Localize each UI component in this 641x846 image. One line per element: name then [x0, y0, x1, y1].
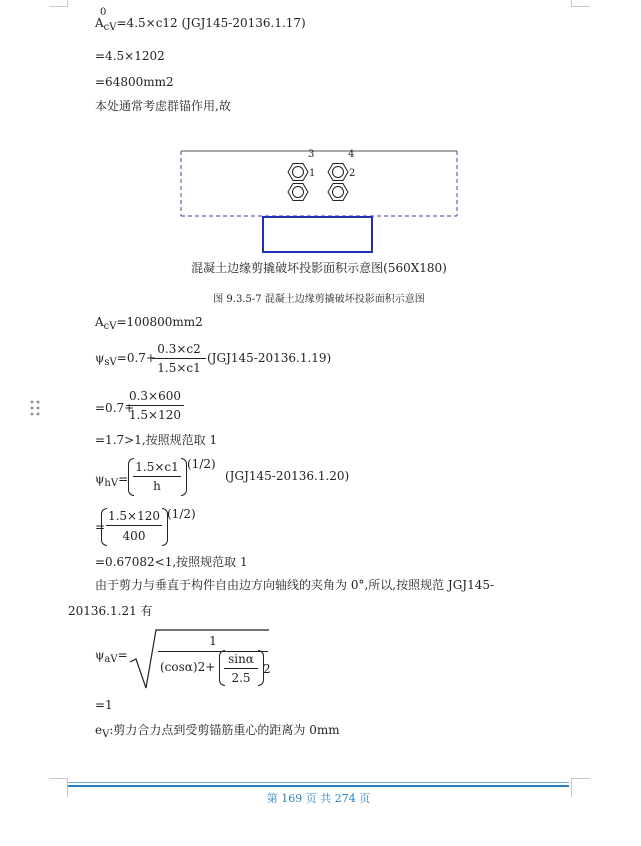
footer-rule-thick	[68, 785, 569, 787]
figure-label-3: 3	[308, 149, 315, 160]
psi-av-exponent: 2	[263, 662, 271, 676]
paragraph-angle-line1: 由于剪力与垂直于构件自由边方向轴线的夹角为 0°,所以,按照规范 JGJ145-	[95, 578, 495, 592]
psi-hv-line2-eq: =	[95, 520, 106, 534]
figure-projection-area	[180, 148, 458, 254]
anchor-bolt-1b-icon	[288, 184, 308, 201]
anchor-bolt-2b-icon	[328, 184, 348, 201]
figure-label-2: 2	[349, 168, 356, 179]
figure-inner-caption: 混凝土边缘剪撬破坏投影面积示意图(560X180)	[191, 261, 447, 275]
psi-sv-fraction-line	[152, 358, 206, 359]
ev-letter: e	[95, 723, 103, 737]
anchor-bolt-1-icon	[288, 164, 308, 181]
psi-sv-line2-denominator: 1.5×120	[128, 408, 182, 422]
psi-av-result: =1	[95, 698, 113, 712]
figure-label-1: 1	[309, 168, 316, 179]
acv0-expression: =4.5×c12 (JGJ145-20136.1.17)	[116, 16, 306, 30]
acv0-line3: =64800mm2	[95, 75, 174, 89]
acv0-superscript: 0	[100, 7, 107, 18]
acv0-subscript: cV	[103, 22, 117, 33]
psi-hv-line2-fraction-line	[106, 525, 162, 526]
acv0-line2: =4.5×1202	[95, 49, 165, 63]
psi-av-subscript: aV	[104, 654, 118, 665]
psi-sv-line2-fraction-line	[126, 405, 184, 406]
psi-hv-reference: (JGJ145-20136.1.20)	[225, 469, 350, 483]
psi-hv-line2-denominator: 400	[122, 529, 146, 543]
psi-sv-line2-eq: =0.7+	[95, 401, 135, 415]
psi-hv-symbol	[95, 472, 128, 488]
psi-hv-subscript: hV	[104, 478, 119, 489]
acv0-letter: A	[95, 16, 104, 30]
psi-av-psi: ψ	[95, 648, 105, 662]
footer-rule-thin	[68, 782, 569, 783]
psi-av-eq: =	[117, 648, 128, 662]
psi-sv-psi: ψ	[95, 351, 105, 365]
psi-av-inner-fraction-line	[224, 668, 258, 669]
paragraph-group-anchor: 本处通常考虑群锚作用,故	[95, 99, 231, 113]
psi-hv-eq: =	[118, 472, 129, 486]
dashed-frame	[181, 151, 457, 216]
psi-sv-subscript: sV	[104, 357, 117, 368]
psi-hv-numerator: 1.5×c1	[135, 460, 179, 474]
psi-sv-line3: =1.7>1,按照规范取 1	[95, 433, 218, 447]
psi-hv-line2-numerator: 1.5×120	[107, 509, 161, 523]
acv-formula	[95, 315, 203, 331]
psi-av-inner-denominator: 2.5	[231, 671, 251, 685]
corner-mark-bottom-left	[49, 778, 68, 797]
footer-page-number: 第 169 页 共 274 页	[266, 792, 371, 805]
psi-hv-psi: ψ	[95, 472, 105, 486]
acv-letter: A	[95, 315, 104, 329]
psi-av-sin-numerator: sinα	[228, 652, 254, 666]
acv0-symbol	[95, 16, 306, 32]
psi-hv-line2-exponent: (1/2)	[167, 507, 196, 521]
figure-diagram	[180, 148, 458, 254]
figure-caption: 图 9.3.5-7 混凝土边缘剪撬破坏投影面积示意图	[213, 294, 425, 305]
corner-mark-top-right	[571, 0, 590, 7]
psi-sv-numerator: 0.3×c2	[157, 342, 201, 356]
psi-sv-symbol	[95, 351, 156, 367]
acv-subscript: cV	[103, 321, 117, 332]
psi-av-symbol	[95, 648, 128, 664]
psi-av-numerator: 1	[209, 634, 217, 648]
ev-subscript: V	[102, 729, 110, 740]
psi-sv-reference: (JGJ145-20136.1.19)	[207, 351, 332, 365]
anchor-bolt-2-icon	[328, 164, 348, 181]
acv-expression: =100800mm2	[116, 315, 203, 329]
psi-hv-denominator: h	[153, 479, 161, 493]
psi-av-cos-term: (cosα)2+	[160, 660, 216, 674]
column-box	[263, 217, 372, 252]
psi-hv-fraction-line	[133, 476, 181, 477]
psi-sv-eq: =0.7+	[116, 351, 156, 365]
psi-hv-line3: =0.67082<1,按照规范取 1	[95, 555, 248, 569]
psi-sv-line2-numerator: 0.3×600	[128, 389, 182, 403]
paragraph-angle-line2: 20136.1.21 有	[68, 604, 153, 618]
drag-handle-icon[interactable]	[30, 399, 40, 417]
figure-label-4: 4	[348, 149, 355, 160]
corner-mark-top-left	[49, 0, 68, 7]
psi-hv-exponent: (1/2)	[187, 457, 216, 471]
ev-text: :剪力合力点到受剪锚筋重心的距离为 0mm	[109, 723, 340, 737]
ev-definition	[95, 723, 340, 739]
corner-mark-bottom-right	[571, 778, 590, 797]
psi-sv-denominator: 1.5×c1	[157, 361, 201, 375]
